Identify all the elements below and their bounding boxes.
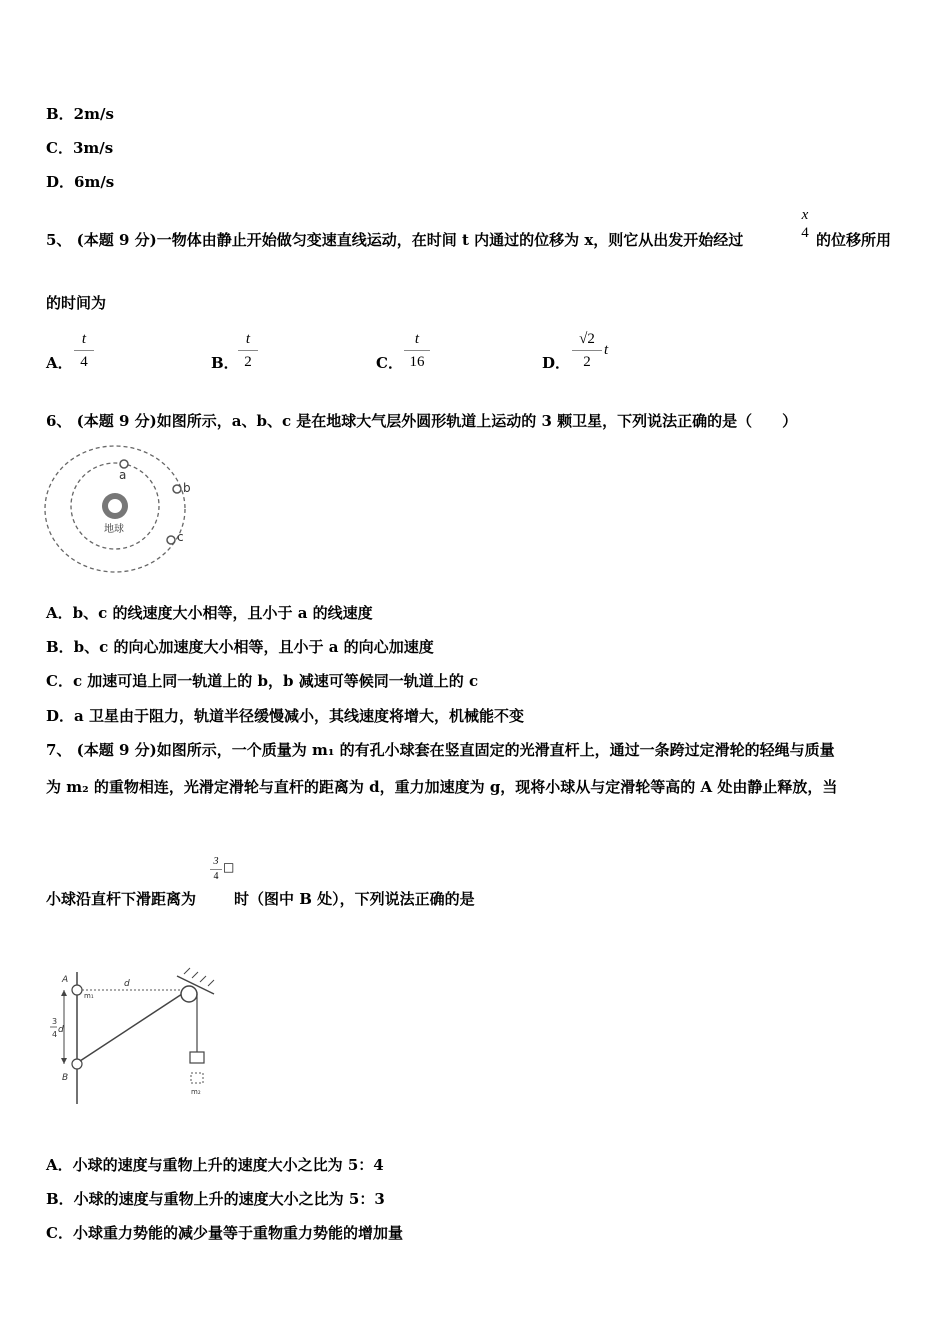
q6-option-c: C．c 加速可追上同一轨道上的 b，b 减速可等候同一轨道上的 c — [46, 672, 479, 690]
earth-label: 地球 — [104, 524, 124, 535]
satellite-a-icon — [120, 460, 128, 468]
pulley-icon — [181, 986, 197, 1002]
q6-option-b: B．b、c 的向心加速度大小相等，且小于 a 的向心加速度 — [46, 638, 434, 656]
q5-option-c-label: C． — [376, 354, 403, 372]
label-a: A — [62, 975, 69, 985]
weight-m2-icon — [190, 1052, 204, 1063]
label-frac-d: d — [58, 1025, 64, 1035]
q5-stem-part2: 的位移所用 — [816, 231, 892, 249]
q7-stem-line3-part2: 时（图中 B 处），下列说法正确的是 — [234, 890, 475, 908]
q7-stem-line2: 为 m₂ 的重物相连，光滑定滑轮与直杆的距离为 d，重力加速度为 g，现将小球从与定滑轮等高的 A 处由静止释放，当 — [46, 778, 838, 796]
q5-option-d-fraction: √2 2 — [572, 330, 602, 371]
q7-option-b: B．小球的速度与重物上升的速度大小之比为 5：3 — [46, 1190, 385, 1208]
q7-fraction-box: □ — [223, 860, 235, 874]
q7-option-a: A．小球的速度与重物上升的速度大小之比为 5：4 — [46, 1156, 384, 1174]
q7-stem-line3-part1: 小球沿直杆下滑距离为 — [46, 890, 197, 908]
label-frac-num: 3 — [52, 1017, 58, 1026]
q5-fraction-x-over-4: x 4 — [801, 207, 809, 241]
q7-pulley-diagram — [44, 966, 224, 1106]
label-b: B — [62, 1073, 69, 1083]
q4-option-b: B．2m/s — [46, 105, 114, 123]
q5-option-c-fraction: t 16 — [404, 330, 430, 371]
q4-option-d: D．6m/s — [46, 173, 115, 191]
rope-diagonal — [80, 994, 182, 1061]
q5-option-d-suffix: t — [604, 342, 609, 358]
satellite-c-label: c — [177, 530, 184, 544]
q5-stem-part1: 5、 (本题 9 分)一物体由静止开始做匀变速直线运动，在时间 t 内通过的位移为 x，则它从出发开始经过 — [46, 231, 744, 249]
satellite-c-icon — [167, 536, 175, 544]
q6-option-d: D．a 卫星由于阻力，轨道半径缓慢减小，其线速度将增大，机械能不变 — [46, 707, 524, 725]
weight-m2-raised-icon — [191, 1073, 203, 1083]
q7-fraction-3-over-4: 3 4 — [210, 856, 222, 883]
label-m1: m₁ — [84, 992, 94, 1000]
q6-stem: 6、 (本题 9 分)如图所示，a、b、c 是在地球大气层外圆形轨道上运动的 3 颗卫星，下列说法正确的是（ ） — [46, 412, 798, 430]
label-m2: m₂ — [191, 1088, 201, 1096]
q7-option-c: C．小球重力势能的减少量等于重物重力势能的增加量 — [46, 1224, 403, 1242]
label-frac-den: 4 — [52, 1030, 58, 1039]
satellite-a-label: a — [119, 468, 127, 482]
q5-stem-line2: 的时间为 — [46, 294, 107, 312]
q7-stem-line1: 7、 (本题 9 分)如图所示，一个质量为 m₁ 的有孔小球套在竖直固定的光滑直杆上，通过一条跨过定滑轮的轻绳与质量 — [46, 741, 835, 759]
q5-option-d-label: D． — [542, 354, 571, 372]
q5-option-a-label: A． — [46, 354, 73, 372]
satellite-b-icon — [173, 485, 181, 493]
satellite-b-label: b — [183, 481, 191, 495]
q5-option-b-label: B． — [211, 354, 239, 372]
q5-option-b-fraction: t 2 — [238, 330, 258, 371]
q6-option-a: A．b、c 的线速度大小相等，且小于 a 的线速度 — [46, 604, 373, 622]
q6-orbit-diagram — [44, 444, 194, 578]
ball-at-a-icon — [72, 985, 82, 995]
label-d: d — [124, 979, 130, 989]
q5-option-a-fraction: t 4 — [74, 330, 94, 371]
q4-option-c: C．3m/s — [46, 139, 114, 157]
